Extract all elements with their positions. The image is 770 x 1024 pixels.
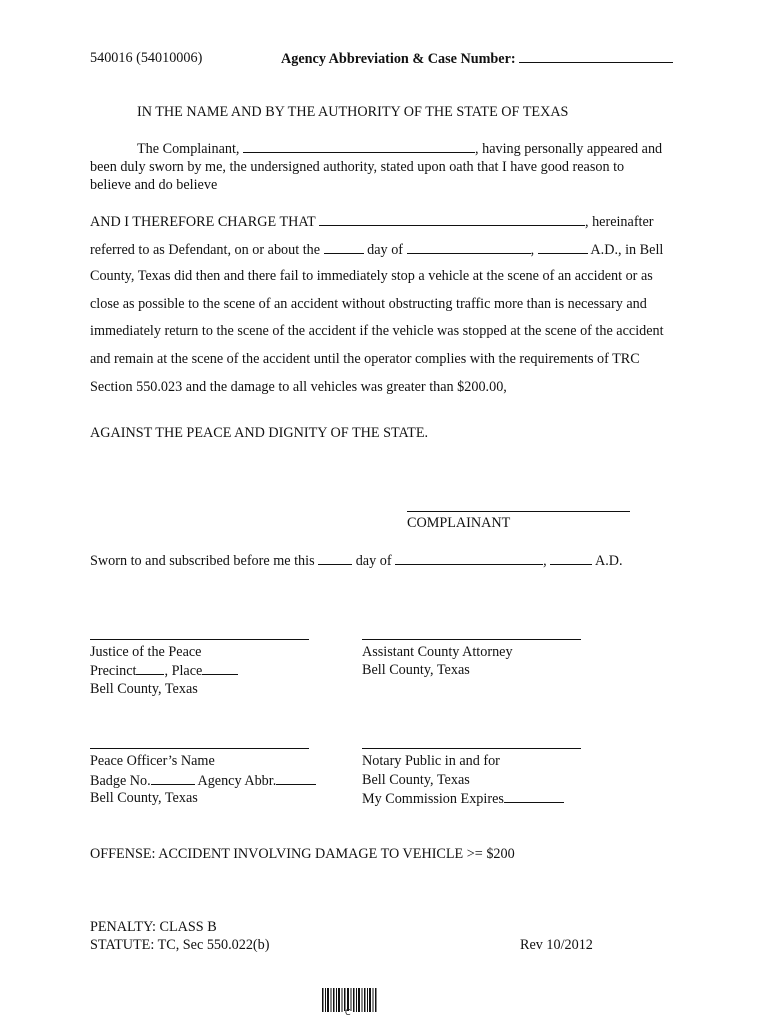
officer-agency-label: Agency Abbr.: [197, 773, 277, 789]
complainant-name-field[interactable]: [243, 140, 475, 153]
sworn-d: A.D.: [594, 553, 623, 569]
sworn-month-field[interactable]: [395, 552, 543, 565]
agency-case-label: [281, 50, 673, 67]
sworn-a: Sworn to and subscribed before me this: [90, 553, 315, 569]
jp-precinct-field[interactable]: [136, 662, 164, 675]
notary-commission: [362, 790, 564, 807]
authority-heading: IN THE NAME AND BY THE AUTHORITY OF THE STATE OF TEXAS: [137, 104, 569, 120]
charge-l2-a: referred to as Defendant, on or about the: [90, 242, 321, 258]
charge-line-6: and remain at the scene of the accident until the operator complies with the requirements of TRC: [90, 351, 640, 367]
officer-badge-agency: [90, 772, 316, 789]
barcode: [322, 988, 378, 1018]
officer-county: Bell County, Texas: [90, 790, 198, 806]
sworn-b: day of: [355, 553, 392, 569]
aca-county: Bell County, Texas: [362, 662, 470, 678]
charge-line-5: immediately return to the scene of the accident if the vehicle was stopped at the scene of the accident: [90, 323, 664, 339]
officer-signature-line[interactable]: [90, 748, 309, 749]
charge-l2-c: ,: [530, 242, 535, 258]
jp-title: Justice of the Peace: [90, 644, 202, 660]
form-id: 540016 (54010006): [90, 50, 203, 66]
statute-line: STATUTE: TC, Sec 550.022(b): [90, 937, 270, 953]
barcode-char: C: [345, 1008, 351, 1017]
penalty-line: PENALTY: CLASS B: [90, 919, 217, 935]
complainant-signature-label: COMPLAINANT: [407, 515, 511, 531]
charge-line-4: close as possible to the scene of an accident without obstructing traffic more than is necessary and: [90, 296, 647, 312]
aca-signature-line[interactable]: [362, 639, 581, 640]
sworn-line: [90, 552, 623, 569]
jp-place-label: , Place: [164, 663, 203, 679]
charge-line-1: [90, 213, 654, 230]
offense-line: OFFENSE: ACCIDENT INVOLVING DAMAGE TO VEHICLE >= $200: [90, 846, 515, 862]
officer-agency-field[interactable]: [276, 772, 316, 785]
aca-title: Assistant County Attorney: [362, 644, 513, 660]
notary-county: Bell County, Texas: [362, 772, 470, 788]
charge-line-7: Section 550.023 and the damage to all vehicles was greater than $200.00,: [90, 379, 507, 395]
jp-signature-line[interactable]: [90, 639, 309, 640]
complainant-line-2: been duly sworn by me, the undersigned authority, stated upon oath that I have good reason to: [90, 159, 625, 175]
notary-signature-line[interactable]: [362, 748, 581, 749]
officer-badge-label: Badge No.: [90, 773, 151, 789]
officer-badge-field[interactable]: [151, 772, 195, 785]
agency-case-label-text: Agency Abbreviation & Case Number:: [281, 51, 516, 67]
jp-precinct-label: Precinct: [90, 663, 137, 679]
offense-day-field[interactable]: [324, 241, 364, 254]
complainant-signature-line[interactable]: [407, 511, 630, 512]
charge-tail: , hereinafter: [584, 214, 654, 230]
officer-title: Peace Officer’s Name: [90, 753, 215, 769]
notary-commission-label: My Commission Expires: [362, 791, 504, 807]
notary-commission-field[interactable]: [504, 790, 564, 803]
sworn-year-field[interactable]: [550, 552, 592, 565]
jp-county: Bell County, Texas: [90, 681, 198, 697]
sworn-day-field[interactable]: [318, 552, 352, 565]
agency-case-number-field[interactable]: [519, 50, 673, 63]
sworn-c: ,: [543, 553, 547, 569]
notary-title: Notary Public in and for: [362, 753, 500, 769]
charge-line-2: [90, 241, 663, 258]
jp-place-field[interactable]: [202, 662, 238, 675]
complainant-line: [137, 140, 662, 157]
offense-month-field[interactable]: [407, 241, 531, 254]
complainant-line-3: believe and do believe: [90, 177, 218, 193]
charge-lead: AND I THEREFORE CHARGE THAT: [90, 214, 316, 230]
charge-line-3: County, Texas did then and there fail to immediately stop a vehicle at the scene of an accident or as: [90, 268, 653, 284]
charge-l2-b: day of: [367, 242, 404, 258]
complainant-tail: , having personally appeared and: [475, 141, 663, 157]
jp-precinct-place: [90, 662, 238, 679]
revision-label: Rev 10/2012: [520, 937, 593, 953]
complainant-lead: The Complainant,: [137, 141, 240, 157]
offense-year-field[interactable]: [538, 241, 588, 254]
charge-l2-d: A.D., in Bell: [590, 242, 664, 258]
against-peace-line: AGAINST THE PEACE AND DIGNITY OF THE STATE.: [90, 425, 429, 441]
defendant-name-field[interactable]: [319, 213, 585, 226]
